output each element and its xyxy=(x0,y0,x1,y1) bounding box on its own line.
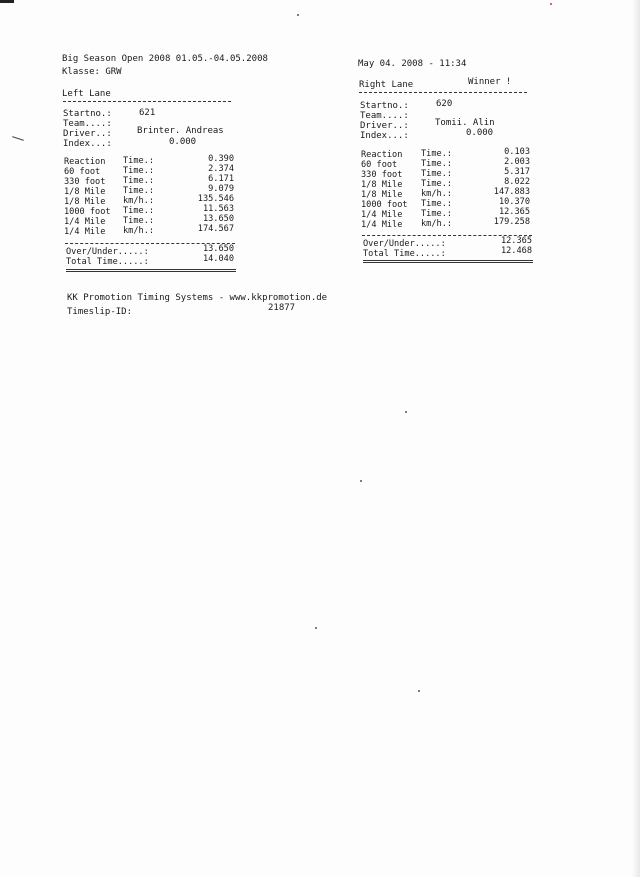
row-label: 1/8 Mile xyxy=(64,197,106,207)
row-label: 330 foot xyxy=(64,177,106,187)
team-label: Team....: xyxy=(63,119,112,129)
divider xyxy=(63,101,231,102)
row-unit: Time.: xyxy=(123,216,155,226)
over-under-value: 12.365 xyxy=(500,236,532,246)
row-unit: km/h.: xyxy=(421,189,453,199)
startno-label: Startno.: xyxy=(360,101,409,111)
total-time-label: Total Time.....: xyxy=(66,257,149,267)
class-line: Klasse: GRW xyxy=(62,67,122,77)
row-label: 330 foot xyxy=(361,170,403,180)
driver-label: Driver..: xyxy=(63,129,112,139)
divider xyxy=(359,92,527,93)
double-divider xyxy=(66,269,236,272)
row-label: 1000 foot xyxy=(64,207,111,217)
scan-speck xyxy=(360,480,362,482)
startno-value: 620 xyxy=(436,99,453,109)
row-value: 9.079 xyxy=(208,184,234,194)
row-unit: Time.: xyxy=(421,169,453,179)
scan-speck xyxy=(297,14,299,16)
event-title: Big Season Open 2008 01.05.-04.05.2008 xyxy=(62,54,268,64)
row-label: 1/4 Mile xyxy=(361,210,403,220)
over-under-label: Over/Under.....: xyxy=(66,247,149,257)
row-label: 1/8 Mile xyxy=(361,180,403,190)
row-label: 60 foot xyxy=(64,167,101,177)
left-lane-heading: Left Lane xyxy=(62,89,111,99)
row-unit: Time.: xyxy=(421,209,453,219)
row-label: 1/8 Mile xyxy=(64,187,106,197)
team-label: Team....: xyxy=(360,111,409,121)
scan-speck xyxy=(12,136,24,141)
index-value: 0.000 xyxy=(169,137,197,147)
row-label: 1/4 Mile xyxy=(64,227,106,237)
driver-value: Tomii. Alin xyxy=(435,118,495,128)
row-value: 2.374 xyxy=(208,164,234,174)
row-unit: Time.: xyxy=(421,149,453,159)
row-unit: Time.: xyxy=(123,166,155,176)
company-line: KK Promotion Timing Systems - www.kkpromotion.de xyxy=(67,293,328,303)
over-under-value: 13.650 xyxy=(202,244,234,254)
winner-label: Winner ! xyxy=(468,77,512,87)
row-value: 5.317 xyxy=(504,167,530,177)
index-value: 0.000 xyxy=(466,128,494,138)
scan-edge-mark xyxy=(0,0,14,3)
row-unit: Time.: xyxy=(421,159,453,169)
driver-value: Brinter. Andreas xyxy=(137,126,224,136)
row-value: 13.650 xyxy=(202,214,234,224)
row-label: 1/4 Mile xyxy=(64,217,106,227)
row-value: 10.370 xyxy=(498,197,530,207)
row-unit: Time.: xyxy=(123,176,155,186)
date-time: May 04. 2008 - 11:34 xyxy=(358,59,467,69)
row-value: 135.546 xyxy=(197,194,234,204)
total-time-value: 12.468 xyxy=(500,246,532,256)
double-divider xyxy=(363,260,533,263)
row-value: 179.258 xyxy=(493,217,530,227)
row-unit: km/h.: xyxy=(123,226,155,236)
row-label: 60 foot xyxy=(361,160,398,170)
row-unit: Time.: xyxy=(123,206,155,216)
scan-edge-shadow xyxy=(632,0,640,877)
row-label: Reaction xyxy=(361,150,403,160)
scan-speck xyxy=(315,627,317,629)
row-value: 8.022 xyxy=(504,177,530,187)
driver-label: Driver..: xyxy=(360,121,409,131)
scan-speck xyxy=(405,411,407,413)
index-label: Index...: xyxy=(360,131,409,141)
row-unit: km/h.: xyxy=(123,196,155,206)
row-value: 147.883 xyxy=(493,187,530,197)
row-label: Reaction xyxy=(64,157,106,167)
startno-label: Startno.: xyxy=(63,109,112,119)
scan-speck xyxy=(550,3,552,5)
startno-value: 621 xyxy=(139,108,156,118)
total-time-value: 14.040 xyxy=(202,254,234,264)
row-value: 11.563 xyxy=(202,204,234,214)
row-value: 6.171 xyxy=(208,174,234,184)
timeslip-label: Timeslip-ID: xyxy=(67,307,133,317)
row-value: 12.365 xyxy=(498,207,530,217)
row-label: 1/8 Mile xyxy=(361,190,403,200)
scan-speck xyxy=(418,690,420,692)
over-under-label: Over/Under.....: xyxy=(363,239,446,249)
row-unit: Time.: xyxy=(123,186,155,196)
row-unit: Time.: xyxy=(123,156,155,166)
row-unit: Time.: xyxy=(421,179,453,189)
index-label: Index...: xyxy=(63,139,112,149)
row-label: 1000 foot xyxy=(361,200,408,210)
row-value: 0.103 xyxy=(504,147,530,157)
total-time-label: Total Time.....: xyxy=(363,249,446,259)
row-value: 2.003 xyxy=(504,157,530,167)
row-value: 174.567 xyxy=(197,224,234,234)
row-unit: Time.: xyxy=(421,199,453,209)
row-label: 1/4 Mile xyxy=(361,220,403,230)
timeslip-id: 21877 xyxy=(268,303,296,313)
row-value: 0.390 xyxy=(208,154,234,164)
row-unit: km/h.: xyxy=(421,219,453,229)
right-lane-heading: Right Lane xyxy=(359,80,414,90)
